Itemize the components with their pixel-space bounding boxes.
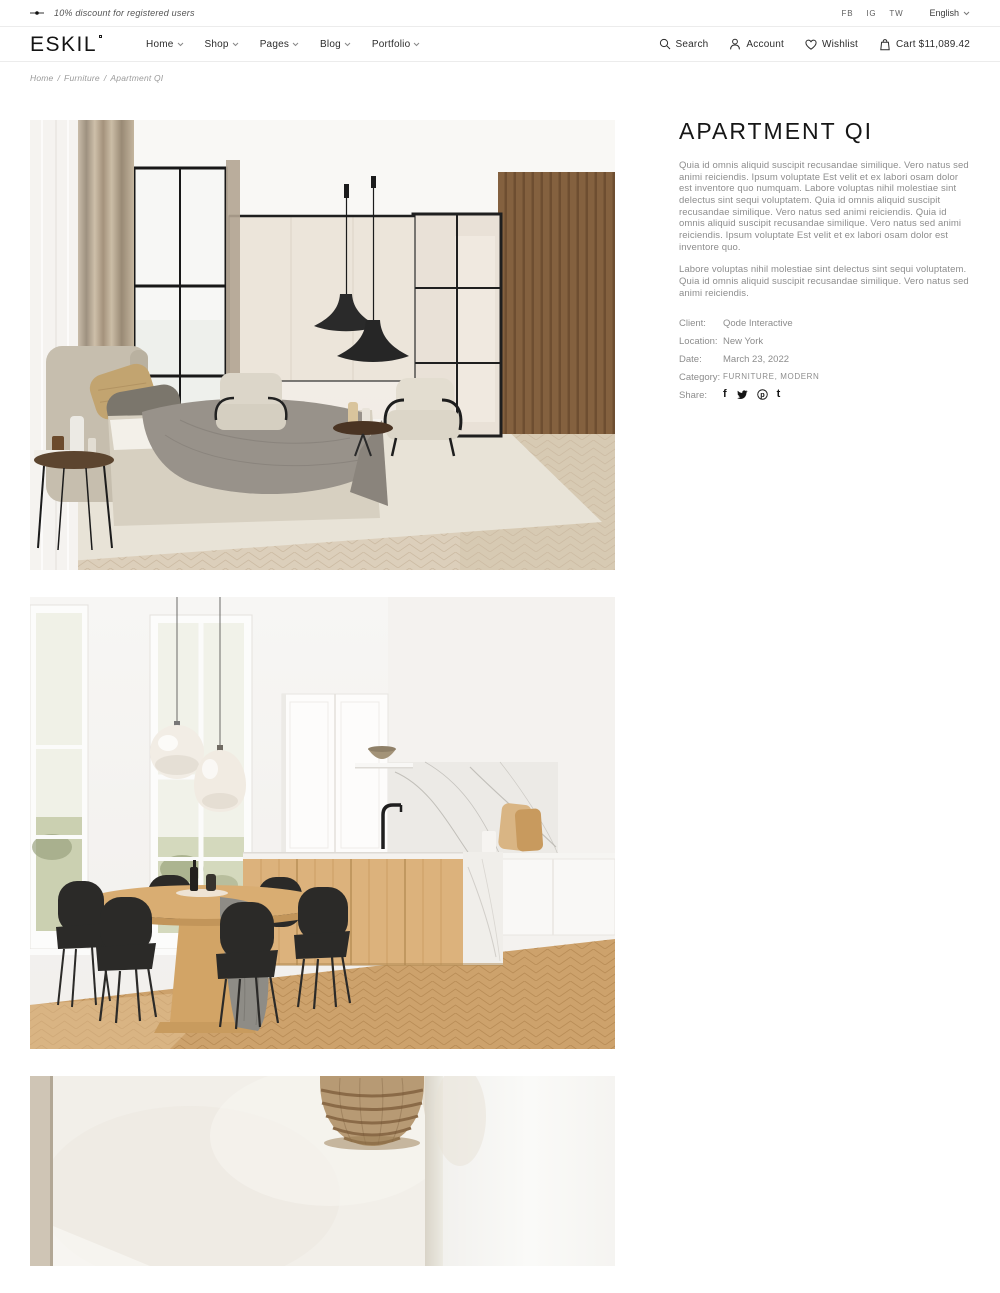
project-paragraph: Quia id omnis aliquid suscipit recusandae similique. Vero natus sed animi reiciendis. Ipsum voluptate Est velit et ex labori osam dolor est inventore quo numquam. Labore voluptas nihil molestiae sint delectus sint sequi voluptatem. Quia id omnis aliquid suscipit recusandae similique. Vero natus sed animi reiciendis. Quia id omnis aliquid suscipit recusandae similique. Vero natus sed animi reiciendis. Ipsum voluptate Est velit et ex labori osam dolor est inventore quo.: [679, 160, 969, 253]
social-links: [842, 9, 904, 18]
header-actions: [659, 38, 970, 51]
shopping-bag-icon: [879, 38, 891, 51]
nav-item-pages[interactable]: Pages: [260, 39, 299, 50]
chevron-down-icon: [413, 42, 420, 47]
social-link-instagram[interactable]: IG: [866, 8, 877, 18]
detail-label: Date:: [679, 354, 702, 366]
breadcrumb-current: Apartment QI: [110, 73, 164, 83]
cart-button[interactable]: [879, 38, 970, 51]
nav-item-blog[interactable]: Blog: [320, 39, 351, 50]
chevron-down-icon: [963, 11, 970, 16]
wishlist-button[interactable]: [805, 39, 858, 50]
project-paragraph: Labore voluptas nihil molestiae sint delectus sint sequi voluptatem. Quia id omnis aliquid suscipit recusandae similique. Vero natus sed animi reiciendis.: [679, 264, 969, 299]
detail-value: March 23, 2022: [723, 354, 790, 366]
cart-label: Cart $11,089.42: [896, 38, 970, 50]
search-icon: [659, 38, 671, 50]
site-header: [0, 27, 1000, 62]
detail-row-category: [679, 372, 970, 383]
nav-item-portfolio[interactable]: Portfolio: [372, 39, 421, 50]
detail-row-client: [679, 318, 970, 329]
detail-value: Qode Interactive: [723, 318, 793, 330]
language-label: English: [929, 8, 959, 18]
chevron-down-icon: [344, 42, 351, 47]
nav-item-shop[interactable]: Shop: [205, 39, 239, 50]
main-nav: [146, 39, 420, 50]
social-link-twitter[interactable]: TW: [889, 8, 904, 18]
pinterest-icon[interactable]: [757, 389, 768, 400]
language-selector[interactable]: [929, 8, 970, 18]
detail-label: Location:: [679, 336, 718, 348]
twitter-icon[interactable]: [736, 390, 748, 400]
detail-value-category[interactable]: FURNITURE, MODERN: [723, 372, 820, 382]
social-link-facebook[interactable]: FB: [841, 8, 854, 18]
detail-label: Category:: [679, 372, 721, 384]
heart-icon: [805, 39, 817, 50]
breadcrumb-furniture[interactable]: Furniture: [64, 73, 100, 83]
nav-item-home[interactable]: Home: [146, 39, 183, 50]
discount-note: 10% discount for registered users: [54, 8, 195, 18]
discount-icon: [30, 9, 46, 17]
account-label: Account: [746, 38, 784, 50]
user-icon: [729, 38, 741, 50]
gallery-image-pendant: [30, 1076, 615, 1266]
breadcrumb-separator: /: [103, 73, 107, 83]
detail-row-share: [679, 390, 970, 401]
wishlist-label: Wishlist: [821, 38, 859, 50]
breadcrumb-home[interactable]: Home: [30, 73, 54, 83]
account-button[interactable]: [729, 38, 784, 50]
search-button[interactable]: [659, 38, 709, 50]
project-gallery: [30, 120, 615, 1293]
svg-text:p: p: [759, 390, 765, 400]
detail-label: Client:: [679, 318, 706, 330]
search-label: Search: [675, 38, 709, 50]
share-icons: [723, 389, 780, 400]
gallery-image-kitchen: [30, 597, 615, 1049]
topbar: [0, 0, 1000, 27]
logo-text: ESKIL: [30, 32, 98, 56]
logo-mark: [99, 35, 102, 38]
detail-row-date: [679, 354, 970, 365]
logo[interactable]: [30, 34, 102, 55]
chevron-down-icon: [292, 42, 299, 47]
tumblr-icon[interactable]: t: [776, 388, 781, 401]
chevron-down-icon: [177, 42, 184, 47]
page-title: APARTMENT QI: [679, 118, 873, 144]
detail-label: Share:: [679, 390, 707, 402]
project-info: [679, 120, 970, 408]
detail-row-location: [679, 336, 970, 347]
detail-value: New York: [723, 336, 764, 348]
breadcrumb-separator: /: [57, 73, 61, 83]
facebook-icon[interactable]: f: [723, 388, 727, 401]
chevron-down-icon: [232, 42, 239, 47]
main-content: [0, 83, 1000, 1293]
breadcrumb: [0, 62, 1000, 83]
gallery-image-bedroom: [30, 120, 615, 570]
project-details: [679, 318, 970, 401]
